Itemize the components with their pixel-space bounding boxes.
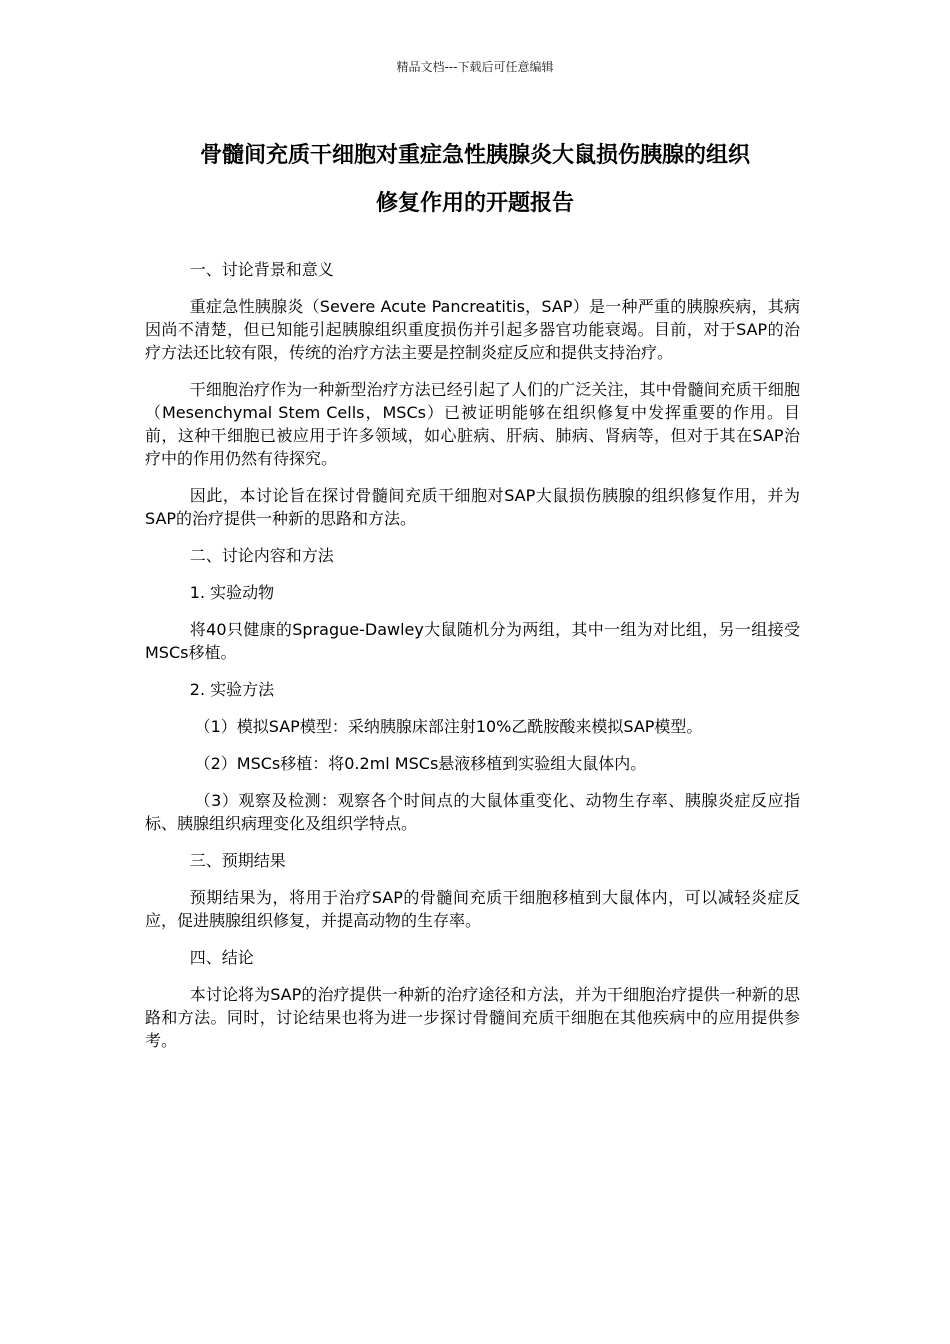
paragraph-sap-intro: 重症急性胰腺炎（Severe Acute Pancreatitis，SAP）是一种严重的胰腺疾病，其病因尚不清楚，但已知能引起胰腺组织重度损伤并引起多器官功能衰竭。目前，对于SAP的治疗方法还比较有限，传统的治疗方法主要是控制炎症反应和提供支持治疗。 (145, 297, 800, 362)
section-heading-content-methods: 二、讨论内容和方法 (189, 546, 334, 565)
title-line-1: 骨髓间充质干细胞对重症急性胰腺炎大鼠损伤胰腺的组织 (199, 143, 750, 168)
section-heading-conclusion: 四、结论 (189, 948, 254, 967)
paragraph-conclusion: 本讨论将为SAP的治疗提供一种新的治疗途径和方法，并为干细胞治疗提供一种新的思路和方法。同时，讨论结果也将为进一步探讨骨髓间充质干细胞在其他疾病中的应用提供参考。 (145, 985, 800, 1050)
document-body (145, 258, 800, 1066)
paragraph-study-aim: 因此，本讨论旨在探讨骨髓间充质干细胞对SAP大鼠损伤胰腺的组织修复作用，并为SAP的治疗提供一种新的思路和方法。 (145, 486, 800, 528)
document-title (135, 132, 815, 228)
paragraph-stem-cell-therapy: 干细胞治疗作为一种新型治疗方法已经引起了人们的广泛关注，其中骨髓间充质干细胞（Mesenchymal Stem Cells，MSCs）已被证明能够在组织修复中发挥重要的作用。目前，这种干细胞已被应用于许多领域，如心脏病、肝病、肺病、肾病等，但对于其在SAP治疗中的作用仍然有待探究。 (145, 380, 800, 468)
header-note: 精品文档---下载后可任意编辑 (396, 60, 554, 74)
method-item-2: （2）MSCs移植：将0.2ml MSCs悬液移植到实验组大鼠体内。 (194, 754, 647, 773)
section-heading-background: 一、讨论背景和意义 (189, 260, 334, 279)
subheading-animals: 1. 实验动物 (189, 583, 275, 602)
section-heading-expected-results: 三、预期结果 (189, 851, 286, 870)
method-item-3: （3）观察及检测：观察各个时间点的大鼠体重变化、动物生存率、胰腺炎症反应指标、胰腺组织病理变化及组织学特点。 (145, 791, 800, 833)
title-line-2: 修复作用的开题报告 (375, 191, 574, 216)
paragraph-animals: 将40只健康的Sprague-Dawley大鼠随机分为两组，其中一组为对比组，另一组接受MSCs移植。 (145, 620, 800, 662)
subheading-methods: 2. 实验方法 (189, 680, 275, 699)
paragraph-expected-results: 预期结果为，将用于治疗SAP的骨髓间充质干细胞移植到大鼠体内，可以减轻炎症反应，促进胰腺组织修复，并提高动物的生存率。 (145, 888, 800, 930)
method-item-1: （1）模拟SAP模型：采纳胰腺床部注射10%乙酰胺酸来模拟SAP模型。 (194, 717, 703, 736)
